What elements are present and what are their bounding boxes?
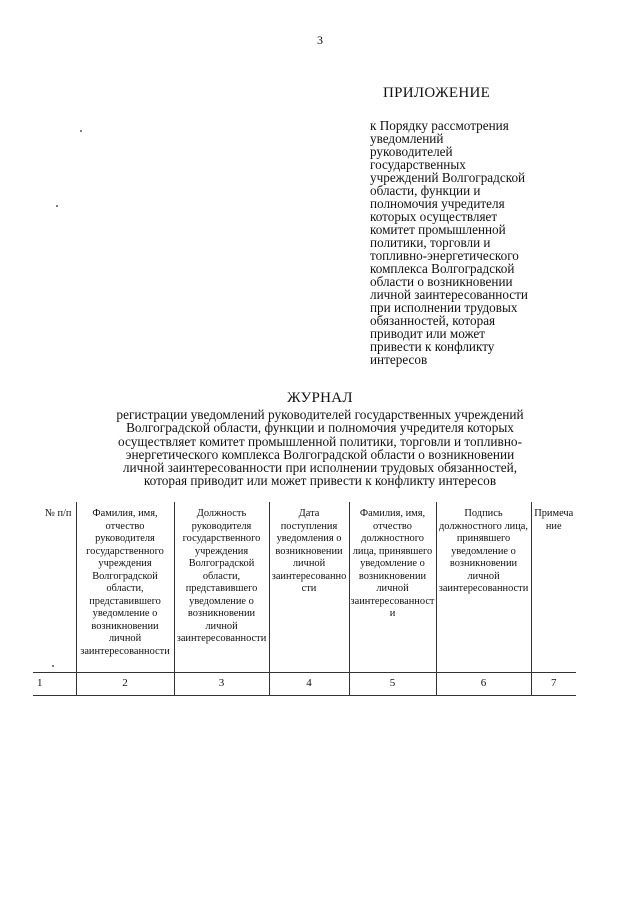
appendix-line: обязанностей, которая — [370, 313, 496, 328]
journal-title: ЖУРНАЛ — [287, 390, 353, 406]
journal-line: энергетического комплекса Волгоградской области о возникновении — [125, 446, 515, 462]
table-row — [33, 673, 576, 696]
journal-line: которая приводит или может привести к конфликту интересов — [143, 473, 497, 489]
appendix-line: области о возникновении — [370, 274, 513, 289]
appendix-line: полномочия учредителя — [370, 196, 505, 211]
scan-speck — [80, 130, 82, 132]
journal-line: осуществляет комитет промышленной политики, торговли и топливно- — [117, 433, 523, 449]
appendix-line: интересов — [370, 352, 428, 367]
journal-subtitle — [55, 408, 585, 488]
appendix-line: государственных — [370, 157, 466, 172]
appendix-body — [370, 119, 585, 366]
scan-speck — [52, 665, 54, 667]
registration-journal-table — [33, 502, 576, 696]
appendix-line: уведомлений — [370, 131, 444, 146]
appendix-line: личной заинтересованности — [370, 287, 528, 302]
column-number-cell: 2 — [76, 673, 174, 696]
journal-line: Волгоградской области, функции и полномочия учредителя которых — [126, 420, 514, 436]
column-number-cell: 5 — [349, 673, 436, 696]
appendix-title: ПРИЛОЖЕНИЕ — [383, 85, 491, 101]
appendix-line: учреждений Волгоградской — [370, 170, 526, 185]
header-full-name: Фамилия, имя, отчество руководителя государственного учреждения Волгоградской области, представившего уведомление о возникновении личной заинтересованности — [76, 502, 174, 673]
header-receipt-date: Дата поступления уведомления о возникновении личной заинтересованности — [269, 502, 349, 673]
header-note: Примечание — [531, 502, 576, 673]
appendix-line: приводит или может — [370, 326, 486, 341]
appendix-line: области, функции и — [370, 183, 481, 198]
column-number-cell: 6 — [436, 673, 531, 696]
journal-line: личной заинтересованности при исполнении трудовых обязанностей, — [122, 460, 518, 476]
scan-speck — [56, 205, 58, 207]
appendix-line: при исполнении трудовых — [370, 300, 518, 315]
header-official-signature: Подпись должностного лица, принявшего уведомление о возникновении личной заинтересованности — [436, 502, 531, 673]
column-number-cell: 7 — [531, 673, 576, 696]
column-number-cell: 1 — [33, 673, 76, 696]
table-header-row — [33, 502, 576, 673]
appendix-line: топливно-энергетического — [370, 248, 519, 263]
journal-line: регистрации уведомлений руководителей государственных учреждений — [116, 407, 524, 422]
appendix-line: привести к конфликту — [370, 339, 495, 354]
header-position: Должность руководителя государственного учреждения Волгоградской области, представившего уведомление о возникновении личной заинтересованности — [174, 502, 269, 673]
column-number-cell: 4 — [269, 673, 349, 696]
column-number-cell: 3 — [174, 673, 269, 696]
page-number: 3 — [317, 33, 323, 47]
appendix-line: которых осуществляет — [370, 209, 498, 224]
appendix-line: руководителей — [370, 144, 453, 159]
header-official-name: Фамилия, имя, отчество должностного лица, принявшего уведомление о возникновении личной заинтересованности — [349, 502, 436, 673]
appendix-line: комплекса Волгоградской — [370, 261, 515, 276]
header-number: № п/п — [33, 502, 76, 673]
appendix-line: политики, торговли и — [370, 235, 491, 250]
appendix-line: комитет промышленной — [370, 222, 506, 237]
appendix-line: к Порядку рассмотрения — [370, 118, 509, 133]
